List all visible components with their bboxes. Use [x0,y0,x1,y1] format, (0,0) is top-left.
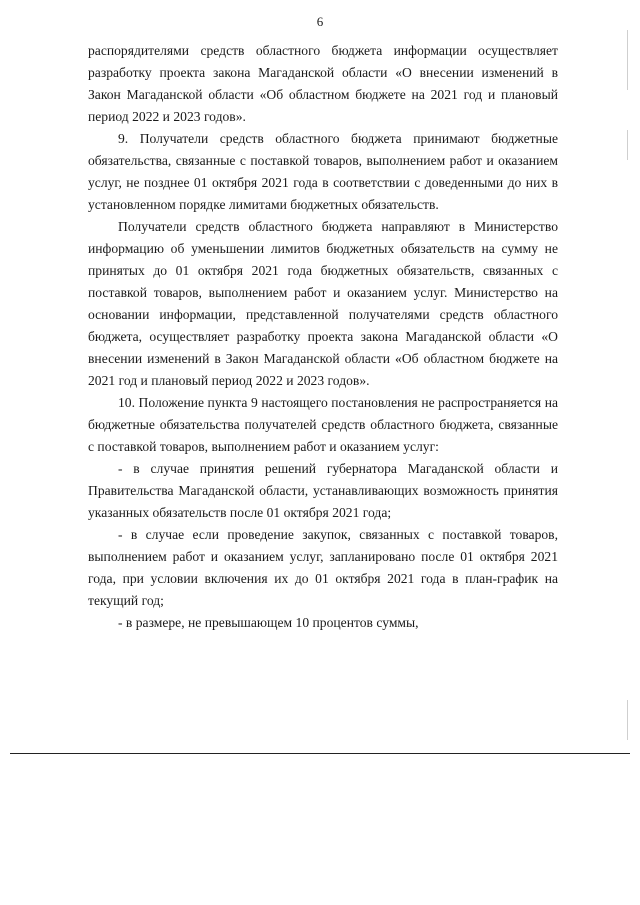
paragraph-recipients: Получатели средств областного бюджета направляют в Министерство информацию об уменьшении лимитов бюджетных обязательств на сумму не принятых до 01 октября 2021 года бюджетных обязательств, связанных с поставкой товаров, выполнением работ и оказанием услуг. Министерство на основании информации, представленной получателями средств областного бюджета, осуществляет разработку проекта закона Магаданской области «О внесении изменений в Закон Магаданской области «Об областном бюджете на 2021 год и плановый период 2022 и 2023 годов». [88,219,558,388]
list-item-procurement: - в случае если проведение закупок, связанных с поставкой товаров, выполнением работ и оказанием услуг, запланировано после 01 октября 2021 года, при условии включения их до 01 октября 2021 года в план-график на текущий год; [88,527,558,608]
scan-edge-mark [627,130,628,160]
page-number: 6 [316,14,324,29]
scan-edge-mark [627,700,628,740]
bottom-rule [10,753,630,754]
document-body [88,40,558,634]
list-item-ten-percent: - в размере, не превышающем 10 процентов суммы, [118,615,419,630]
paragraph-item-10: 10. Положение пункта 9 настоящего постановления не распространяется на бюджетные обязательства получателей средств областного бюджета, связанные с поставкой товаров, выполнением работ и оказанием услуг: [88,395,558,454]
paragraph-item-9: 9. Получатели средств областного бюджета принимают бюджетные обязательства, связанные с поставкой товаров, выполнением работ и оказанием услуг, не позднее 01 октября 2021 года в соответствии с доведенными до них в установленном порядке лимитами бюджетных обязательств. [88,131,558,212]
list-item-governor-decision: - в случае принятия решений губернатора Магаданской области и Правительства Магаданской области, устанавливающих возможность принятия указанных обязательств после 01 октября 2021 года; [88,461,558,520]
paragraph-continuation: распорядителями средств областного бюджета информации осуществляет разработку проекта закона Магаданской области «О внесении изменений в Закон Магаданской области «Об областном бюджете на 2021 год и плановый период 2022 и 2023 годов». [88,43,558,124]
scan-edge-mark [627,30,628,90]
